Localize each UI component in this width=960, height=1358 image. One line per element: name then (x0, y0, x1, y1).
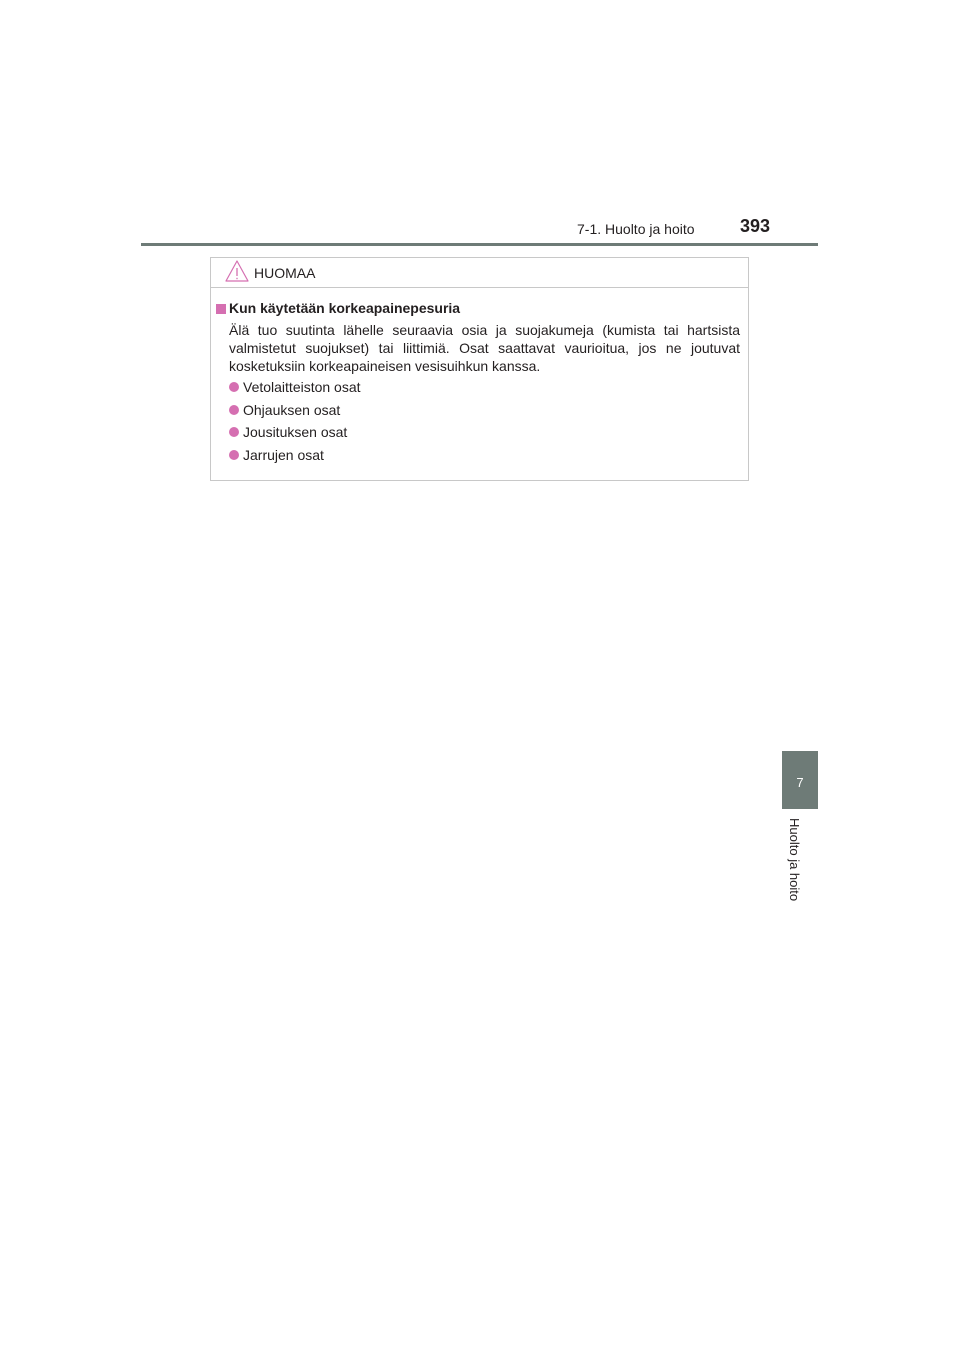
bullet-dot-icon (229, 405, 239, 415)
header-rule (141, 243, 818, 246)
bullet-dot-icon (229, 450, 239, 460)
section-reference: 7-1. Huolto ja hoito (577, 221, 695, 237)
page-number: 393 (740, 216, 771, 236)
warning-triangle-icon (224, 259, 250, 283)
notice-box (210, 257, 749, 481)
notice-header (211, 258, 748, 288)
bullet-dot-icon (229, 427, 239, 437)
list-item-label: Jousituksen osat (243, 424, 348, 441)
list-item (228, 378, 361, 401)
list-item-label: Jarrujen osat (243, 447, 324, 464)
list-item-label: Ohjauksen osat (243, 401, 341, 418)
notice-subheading: Kun käytetään korkeapainepesuria (229, 300, 461, 316)
notice-title: HUOMAA (254, 265, 316, 281)
square-bullet-icon (216, 304, 226, 314)
bullet-dot-icon (229, 382, 239, 392)
chapter-number: 7 (796, 775, 804, 790)
chapter-tab (782, 751, 818, 809)
list-item-label: Vetolaitteiston osat (243, 379, 361, 395)
list-item (228, 423, 361, 446)
list-item (228, 446, 361, 469)
chapter-label: Huolto ja hoito (787, 818, 802, 902)
list-item (228, 401, 361, 424)
parts-list (228, 378, 361, 469)
notice-paragraph: Älä tuo suutinta lähelle seuraavia osia ja suojakumeja (kumista tai hartsista valmistetut suojukset) tai liittimiä. Osat saattavat vaurioitua, jos ne joutuvat kosketuksiin korkeapaineisen vesisuihkun kanssa. (229, 322, 740, 374)
